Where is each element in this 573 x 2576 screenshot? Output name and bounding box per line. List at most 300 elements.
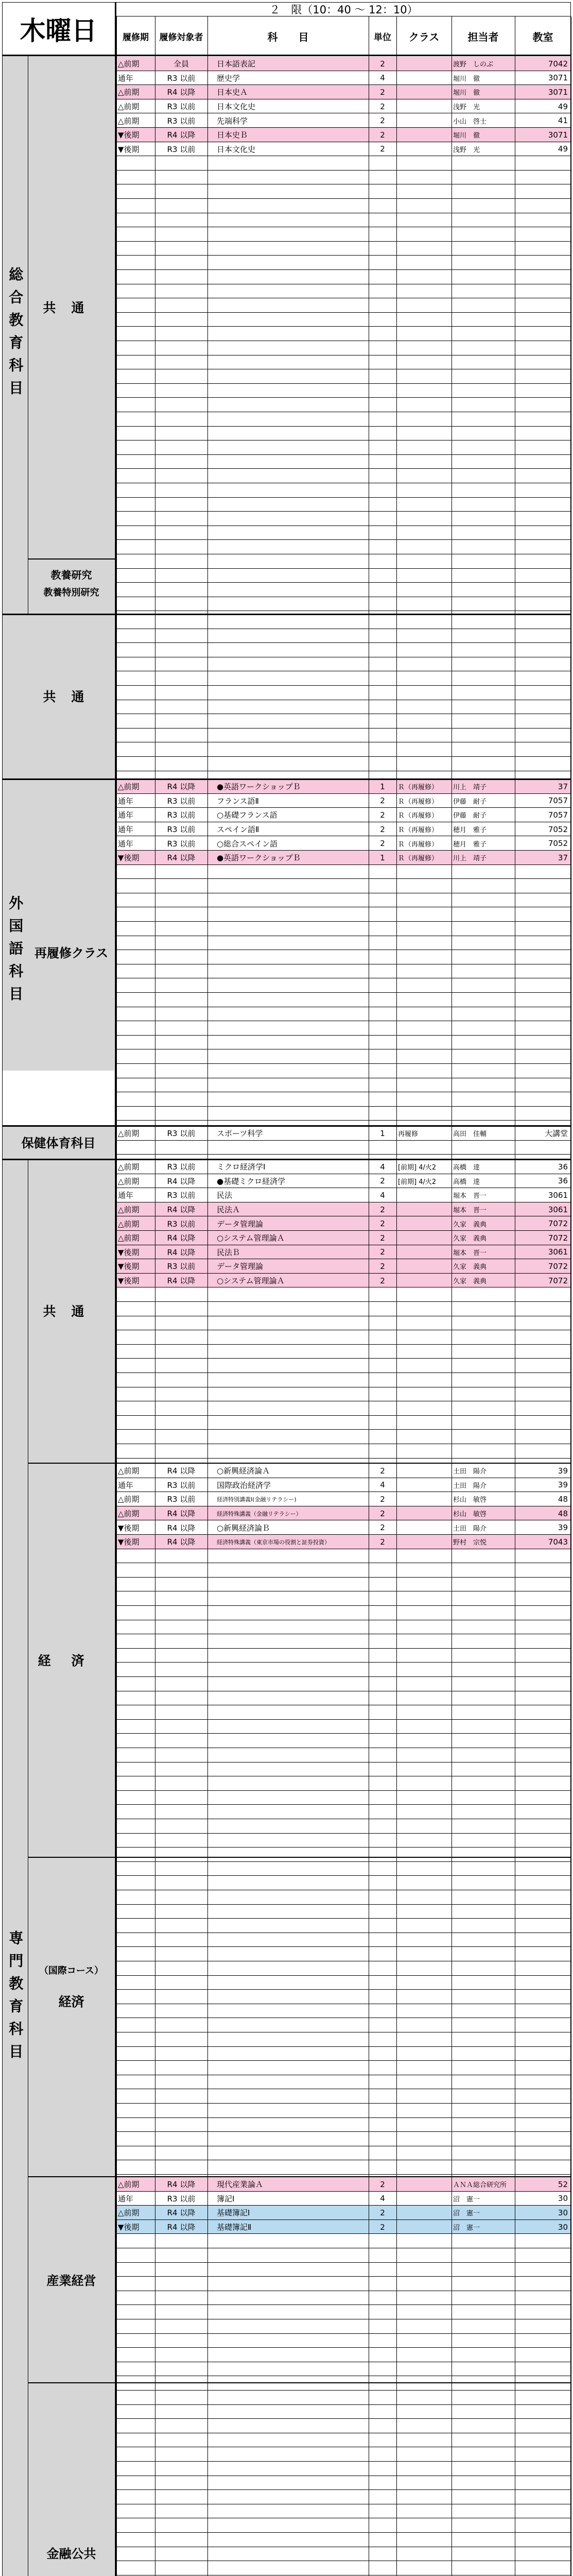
category-specialized: 専門教育科目: [7, 1930, 24, 2066]
row-divider: [116, 1946, 571, 1947]
subject-cell: 経済特別講義Ⅰ(金融リテラシー): [217, 1496, 297, 1503]
teacher-cell: 沼 憲一: [453, 2210, 480, 2218]
credit-cell: 2: [380, 1509, 385, 1518]
row-divider: [116, 992, 571, 993]
room-cell: 7072: [548, 1233, 568, 1243]
row-divider: [116, 1875, 571, 1876]
row-divider: [116, 2262, 571, 2263]
room-cell: 3061: [548, 1247, 568, 1257]
row-divider: [116, 2532, 571, 2533]
row-divider: [116, 1733, 571, 1734]
teacher-cell: 沼 憲一: [453, 2195, 480, 2204]
credit-cell: 4: [380, 73, 385, 83]
credit-cell: 4: [380, 1190, 385, 1200]
row-divider: [116, 582, 571, 583]
credit-cell: 2: [380, 59, 385, 69]
target-cell: R3 以前: [167, 1495, 196, 1504]
row-divider: [116, 1904, 571, 1905]
credit-cell: 4: [380, 2194, 385, 2204]
term-cell: △前期: [118, 1233, 140, 1243]
credit-cell: 2: [380, 1537, 385, 1547]
subject-cell: ○システム管理論Ａ: [217, 1276, 285, 1286]
row-divider: [116, 2347, 571, 2348]
teacher-cell: 土田 陽介: [453, 1468, 487, 1476]
room-cell: 39: [558, 1523, 568, 1533]
row-divider: [116, 1035, 571, 1036]
target-cell: R3 以前: [167, 1191, 196, 1200]
row-divider: [116, 1358, 571, 1359]
room-cell: 7043: [548, 1537, 568, 1547]
teacher-cell: 久家 義典: [453, 1221, 487, 1229]
teacher-cell: 伊藤 耐子: [453, 798, 487, 806]
term-cell: △前期: [118, 1466, 140, 1476]
row-divider: [116, 383, 571, 384]
target-cell: R3 以前: [167, 73, 196, 83]
class-cell: [396, 2177, 452, 2192]
row-divider: [116, 2418, 571, 2419]
teacher-cell: 久家 義典: [453, 1278, 487, 1286]
term-cell: ▼後期: [118, 1247, 140, 1257]
target-cell: R4 以降: [167, 1523, 196, 1533]
credit-cell: 2: [380, 144, 385, 154]
teacher-cell: 渡野 しのぶ: [453, 61, 494, 69]
subject-cell: ●英語ワークショップＢ: [217, 853, 301, 863]
class-cell: [396, 2220, 452, 2234]
row-divider: [116, 511, 571, 512]
subcategory-economics: 経済: [38, 1653, 105, 1668]
class-cell: Ｒ（再履修）: [398, 840, 439, 849]
credit-cell: 2: [380, 824, 385, 834]
row-divider: [116, 1676, 571, 1677]
credit-cell: 1: [380, 1128, 385, 1138]
row-divider: [116, 1301, 571, 1302]
class-cell: [396, 1231, 452, 1245]
room-cell: 48: [558, 1509, 568, 1518]
room-cell: 49: [558, 144, 568, 154]
target-cell: R3 以前: [167, 1162, 196, 1172]
room-cell: 7057: [548, 796, 568, 806]
row-divider: [116, 1790, 571, 1791]
row-divider: [116, 312, 571, 313]
row-divider: [116, 326, 571, 327]
row-divider: [116, 1154, 571, 1155]
row-divider: [116, 241, 571, 242]
row-divider: [116, 1106, 571, 1107]
row-divider: [116, 878, 571, 879]
subject-cell: ●基礎ミクロ経済学: [217, 1176, 286, 1186]
target-cell: R4 以降: [167, 2223, 196, 2232]
row-divider: [116, 1120, 571, 1121]
credit-cell: 2: [380, 796, 385, 806]
credit-cell: 2: [380, 1205, 385, 1214]
row-divider: [116, 1833, 571, 1834]
subject-cell: 民法Ａ: [217, 1205, 240, 1215]
teacher-cell: 伊藤 耐子: [453, 812, 487, 820]
subcategory-finance: 金融公共: [46, 2546, 96, 2561]
room-cell: 41: [558, 116, 568, 126]
subject-cell: 経済特殊講義（東京市場の役割と証券投資）: [217, 1538, 330, 1546]
row-divider: [116, 2174, 571, 2175]
row-divider: [116, 1372, 571, 1373]
credit-cell: 2: [380, 87, 385, 97]
room-cell: 36: [558, 1176, 568, 1186]
class-cell: [396, 2192, 452, 2206]
subject-cell: 民法Ｂ: [217, 1247, 240, 1257]
credit-cell: 1: [380, 853, 385, 862]
teacher-cell: ＡＮＡ総合研究所: [453, 2181, 507, 2190]
term-cell: 通年: [118, 1480, 134, 1490]
subcategory-general-common: 共通: [43, 300, 100, 315]
class-cell: [396, 1216, 452, 1231]
class-cell: [396, 1188, 452, 1202]
teacher-cell: 穂月 雅子: [453, 840, 487, 849]
room-cell: 7072: [548, 1261, 568, 1271]
term-cell: △前期: [118, 1509, 140, 1519]
term-cell: △前期: [118, 116, 140, 126]
class-cell: [396, 1274, 452, 1288]
row-divider: [116, 1989, 571, 1990]
row-divider: [116, 2046, 571, 2047]
room-cell: 7072: [548, 1219, 568, 1229]
credit-cell: 2: [380, 2222, 385, 2232]
target-cell: R4 以降: [167, 1537, 196, 1547]
row-divider: [116, 1429, 571, 1430]
class-cell: [396, 71, 452, 86]
term-cell: 通年: [118, 1191, 134, 1200]
room-cell: 大講堂: [544, 1129, 568, 1139]
teacher-cell: 堀本 晋一: [453, 1207, 487, 1215]
teacher-cell: 土田 陽介: [453, 1482, 487, 1490]
teacher-cell: 杉山 敏啓: [453, 1511, 487, 1519]
subject-cell: ○基礎フランス語: [217, 810, 277, 820]
subject-cell: 歴史学: [217, 73, 240, 83]
target-cell: R4 以降: [167, 1276, 196, 1286]
class-cell: [396, 128, 452, 142]
term-cell: ▼後期: [118, 1523, 140, 1533]
teacher-cell: 久家 義典: [453, 1263, 487, 1272]
target-cell: R4 以降: [167, 88, 196, 97]
target-cell: R4 以降: [167, 2208, 196, 2218]
target-cell: R4 以降: [167, 1205, 196, 1215]
room-cell: 48: [558, 1494, 568, 1504]
target-cell: R3 以前: [167, 810, 196, 820]
room-cell: 30: [558, 2194, 568, 2204]
row-divider: [116, 1577, 571, 1578]
subject-cell: データ管理論: [217, 1262, 264, 1272]
row-divider: [116, 198, 571, 199]
teacher-cell: 穂月 雅子: [453, 826, 487, 835]
row-divider: [116, 2117, 571, 2118]
teacher-cell: 高橋 達: [453, 1164, 480, 1172]
room-cell: 7057: [548, 810, 568, 820]
teacher-cell: 沼 憲一: [453, 2224, 480, 2232]
subject-cell: 簿記Ⅰ: [217, 2194, 235, 2204]
credit-cell: 2: [380, 1523, 385, 1533]
row-divider: [116, 2489, 571, 2490]
class-cell: [396, 1506, 452, 1521]
credit-cell: 2: [380, 2179, 385, 2189]
class-cell: [396, 1492, 452, 1506]
row-divider: [116, 1719, 571, 1720]
room-cell: 39: [558, 1466, 568, 1476]
room-cell: 37: [558, 853, 568, 862]
term-cell: 通年: [118, 73, 134, 83]
subject-cell: 基礎簿記Ⅱ: [217, 2223, 252, 2232]
class-cell: [396, 113, 452, 128]
col-target-header: 履修対象者: [159, 32, 203, 43]
teacher-cell: 堀川 徹: [453, 132, 480, 140]
class-cell: [396, 2206, 452, 2220]
term-cell: ▼後期: [118, 1262, 140, 1272]
row-divider: [116, 426, 571, 427]
row-divider: [116, 1662, 571, 1663]
day-title: 木曜日: [20, 15, 97, 46]
subcategory-foreign-common: 共通: [43, 689, 100, 704]
teacher-cell: 小山 啓士: [453, 117, 487, 126]
subject-cell: ●英語ワークショップＢ: [217, 782, 301, 792]
term-cell: 通年: [118, 825, 134, 835]
teacher-cell: 川上 靖子: [453, 855, 487, 863]
subcategory-economics-intl-course: （国際コース）: [39, 1965, 104, 1976]
subject-cell: 日本文化史: [217, 144, 256, 154]
room-cell: 30: [558, 2208, 568, 2217]
subject-cell: 現代産業論Ａ: [217, 2180, 264, 2190]
subject-cell: 先端科学: [217, 116, 248, 126]
row-divider: [116, 454, 571, 455]
term-cell: △前期: [118, 1129, 140, 1139]
room-cell: 49: [558, 101, 568, 111]
class-cell: [前期] 4/火2: [398, 1178, 437, 1186]
col-class-header: クラス: [408, 30, 440, 43]
room-cell: 3071: [548, 73, 568, 83]
category-general: 総合教育科目: [7, 266, 24, 403]
room-cell: 52: [558, 2179, 568, 2189]
teacher-cell: 堀川 徹: [453, 75, 480, 83]
subcategory-foreign-retake: 再履修クラス: [34, 946, 109, 960]
row-divider: [116, 2276, 571, 2277]
row-divider: [116, 255, 571, 256]
row-divider: [116, 685, 571, 686]
term-cell: ▼後期: [118, 144, 140, 154]
class-cell: [396, 1478, 452, 1493]
class-cell: Ｒ（再履修）: [398, 855, 439, 863]
teacher-cell: 堀本 晋一: [453, 1192, 487, 1200]
term-cell: 通年: [118, 796, 134, 806]
room-cell: 7042: [548, 59, 568, 69]
subject-cell: ○システム管理論Ａ: [217, 1233, 285, 1243]
row-divider: [116, 2404, 571, 2405]
term-cell: ▼後期: [118, 2223, 140, 2232]
credit-cell: 2: [380, 839, 385, 849]
credit-cell: 2: [380, 1176, 385, 1186]
section-divider: [28, 558, 115, 560]
credit-cell: 2: [380, 1261, 385, 1271]
row-divider: [116, 2390, 571, 2391]
target-cell: R4 以降: [167, 130, 196, 140]
subcategory-spec-common: 共通: [43, 1304, 100, 1319]
credit-cell: 4: [380, 1480, 385, 1490]
col-credit-header: 単位: [374, 32, 391, 43]
target-cell: R3 以前: [167, 796, 196, 806]
row-divider: [116, 1847, 571, 1848]
row-divider: [116, 1415, 571, 1416]
target-cell: R4 以降: [167, 1176, 196, 1186]
teacher-cell: 堀本 晋一: [453, 1249, 487, 1257]
teacher-cell: 久家 義典: [453, 1235, 487, 1243]
credit-cell: 2: [380, 130, 385, 140]
target-cell: R4 以降: [167, 1247, 196, 1257]
teacher-cell: 野村 宗悦: [453, 1539, 487, 1547]
target-cell: R4 以降: [167, 2180, 196, 2190]
timetable-sheet: [2, 2, 571, 2576]
class-cell: [396, 85, 452, 99]
class-cell: Ｒ（再履修）: [398, 784, 439, 792]
room-cell: 3071: [548, 130, 568, 140]
subject-cell: スペイン語Ⅱ: [217, 825, 259, 835]
subject-cell: ○総合スペイン語: [217, 839, 278, 849]
row-divider: [116, 397, 571, 398]
subject-cell: 民法: [217, 1191, 233, 1200]
term-cell: △前期: [118, 2180, 140, 2190]
subcategory-liberal-special: 教養特別研究: [43, 587, 99, 598]
subject-cell: ミクロ経済学Ⅰ: [217, 1162, 266, 1172]
class-cell: [前期] 4/火2: [398, 1164, 437, 1172]
room-cell: 7052: [548, 839, 568, 849]
row-divider: [116, 921, 571, 922]
row-divider: [116, 1861, 571, 1862]
class-cell: [396, 57, 452, 71]
col-subject-header: 科 目: [267, 30, 309, 43]
term-cell: 通年: [118, 2194, 134, 2204]
room-cell: 3061: [548, 1190, 568, 1200]
row-divider: [116, 756, 571, 757]
target-cell: R4 以降: [167, 1233, 196, 1243]
row-divider: [116, 1063, 571, 1064]
row-divider: [116, 1975, 571, 1976]
class-cell: [396, 1202, 452, 1217]
teacher-cell: 杉山 敏啓: [453, 1496, 487, 1504]
room-cell: 3071: [548, 87, 568, 97]
credit-cell: 4: [380, 1162, 385, 1172]
subcategory-business: 産業経営: [46, 2273, 96, 2288]
class-cell: [396, 1535, 452, 1549]
row-divider: [116, 1344, 571, 1345]
class-cell: Ｒ（再履修）: [398, 826, 439, 835]
class-cell: Ｒ（再履修）: [398, 798, 439, 806]
subject-cell: 日本史Ｂ: [217, 130, 248, 140]
term-cell: △前期: [118, 102, 140, 112]
category-pe: 保健体育科目: [21, 1136, 96, 1150]
col-room-header: 教室: [532, 30, 553, 43]
subject-cell: 日本史Ａ: [217, 88, 248, 97]
target-cell: 全員: [173, 59, 189, 69]
row-divider: [116, 2304, 571, 2305]
target-cell: R3 以前: [167, 144, 196, 154]
row-divider: [116, 2333, 571, 2334]
teacher-cell: 土田 陽介: [453, 1524, 487, 1533]
term-cell: △前期: [118, 1205, 140, 1215]
teacher-cell: 浅野 光: [453, 104, 480, 112]
target-cell: R3 以前: [167, 1262, 196, 1272]
term-cell: ▼後期: [118, 1537, 140, 1547]
term-cell: △前期: [118, 59, 140, 69]
teacher-cell: 高田 佳輔: [453, 1130, 487, 1139]
target-cell: R3 以前: [167, 1219, 196, 1229]
col-teacher-header: 担当者: [467, 30, 499, 43]
credit-cell: 2: [380, 101, 385, 111]
class-cell: Ｒ（再履修）: [398, 812, 439, 820]
credit-cell: 2: [380, 1276, 385, 1285]
target-cell: R3 以前: [167, 1480, 196, 1490]
class-cell: 再履修: [398, 1130, 419, 1139]
target-cell: R3 以前: [167, 1129, 196, 1139]
term-cell: ▼後期: [118, 130, 140, 140]
row-divider: [116, 1605, 571, 1606]
target-cell: R3 以前: [167, 839, 196, 849]
term-cell: 通年: [118, 810, 134, 820]
term-cell: ▼後期: [118, 1276, 140, 1286]
row-divider: [116, 1918, 571, 1919]
subject-cell: 基礎簿記Ⅰ: [217, 2208, 250, 2218]
target-cell: R3 以前: [167, 825, 196, 835]
row-divider: [116, 2103, 571, 2104]
credit-cell: 2: [380, 2208, 385, 2217]
credit-cell: 2: [380, 1219, 385, 1229]
row-divider: [116, 170, 571, 171]
subject-cell: ○新興経済論Ａ: [217, 1466, 270, 1476]
category-foreign: 外国語科目: [7, 895, 24, 1009]
room-cell: 37: [558, 782, 568, 791]
term-cell: 通年: [118, 839, 134, 849]
row-divider: [116, 2461, 571, 2462]
row-divider: [116, 539, 571, 540]
class-cell: [396, 1464, 452, 1478]
class-cell: [396, 1259, 452, 1274]
credit-cell: 2: [380, 810, 385, 820]
subject-cell: データ管理論: [217, 1219, 264, 1229]
target-cell: R3 以前: [167, 102, 196, 112]
term-cell: △前期: [118, 782, 140, 792]
row-divider: [116, 1458, 571, 1459]
row-divider: [116, 2131, 571, 2132]
row-divider: [116, 269, 571, 270]
class-cell: [396, 99, 452, 114]
subject-cell: 日本語表記: [217, 59, 256, 69]
target-cell: R4 以降: [167, 1466, 196, 1476]
class-cell: [396, 1245, 452, 1260]
row-divider: [116, 642, 571, 643]
credit-cell: 2: [380, 1247, 385, 1257]
credit-cell: 2: [380, 116, 385, 126]
subject-cell: ○新興経済論Ｂ: [217, 1523, 270, 1533]
class-cell: [396, 1520, 452, 1535]
teacher-cell: 高橋 達: [453, 1178, 480, 1186]
subcategory-liberal: 教養研究: [50, 568, 92, 581]
row-divider: [116, 1804, 571, 1805]
credit-cell: 2: [380, 1233, 385, 1243]
room-cell: 7052: [548, 824, 568, 834]
row-divider: [116, 497, 571, 498]
subject-cell: 経済特殊講義（金融リテラシー）: [217, 1510, 302, 1517]
row-divider: [116, 568, 571, 569]
row-divider: [116, 1648, 571, 1649]
target-cell: R4 以降: [167, 1509, 196, 1519]
class-cell: [396, 142, 452, 157]
room-cell: 3061: [548, 1205, 568, 1214]
col-term-header: 履修期: [123, 32, 149, 43]
credit-cell: 2: [380, 1494, 385, 1504]
subject-cell: フランス語Ⅱ: [217, 796, 259, 806]
